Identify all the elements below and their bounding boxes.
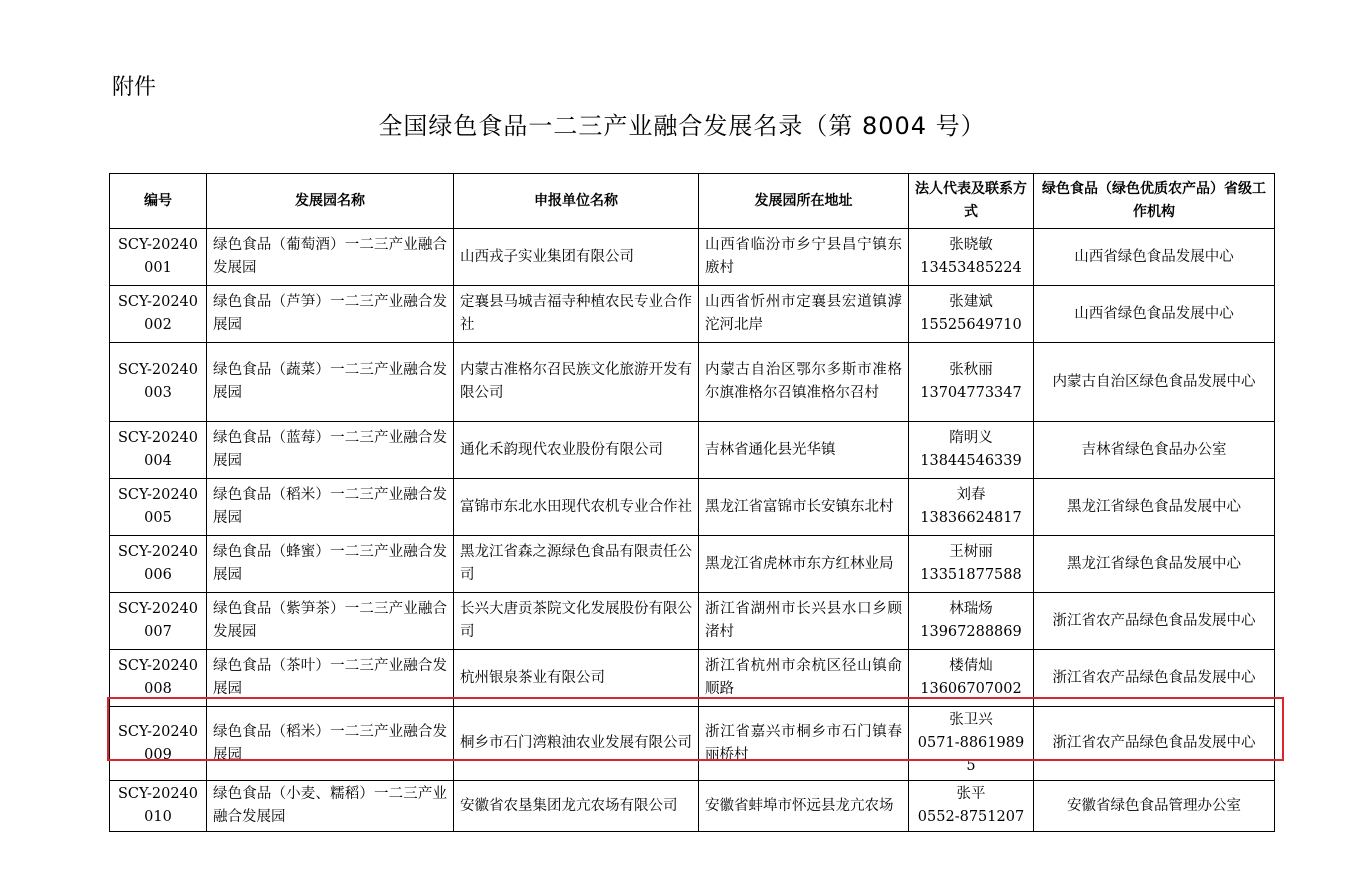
cell-park-name: 绿色食品（葡萄酒）一二三产业融合发展园 — [207, 229, 454, 286]
cell-id: SCY-20240005 — [110, 479, 207, 536]
cell-park-name: 绿色食品（稻米）一二三产业融合发展园 — [207, 479, 454, 536]
cell-agency: 山西省绿色食品发展中心 — [1034, 286, 1275, 343]
rep-name: 张平 — [956, 786, 986, 802]
cell-unit-name: 安徽省农垦集团龙亢农场有限公司 — [454, 781, 699, 832]
cell-id: SCY-20240001 — [110, 229, 207, 286]
rep-phone: 13844546339 — [920, 453, 1022, 469]
cell-agency: 黑龙江省绿色食品发展中心 — [1034, 479, 1275, 536]
column-header-address: 发展园所在地址 — [699, 174, 909, 229]
cell-id: SCY-20240007 — [110, 593, 207, 650]
cell-unit-name: 桐乡市石门湾粮油农业发展有限公司 — [454, 707, 699, 781]
rep-phone: 13606707002 — [920, 681, 1022, 697]
rep-name: 张卫兴 — [949, 712, 993, 728]
cell-unit-name: 黑龙江省森之源绿色食品有限责任公司 — [454, 536, 699, 593]
rep-phone: 13453485224 — [920, 260, 1022, 276]
cell-unit-name: 长兴大唐贡茶院文化发展股份有限公司 — [454, 593, 699, 650]
cell-unit-name: 杭州银泉茶业有限公司 — [454, 650, 699, 707]
column-header-agency: 绿色食品（绿色优质农产品）省级工作机构 — [1034, 174, 1275, 229]
rep-phone: 0571-88619895 — [917, 735, 1025, 774]
rep-phone: 13836624817 — [920, 510, 1022, 526]
cell-representative — [909, 286, 1034, 343]
cell-address: 内蒙古自治区鄂尔多斯市准格尔旗准格尔召镇准格尔召村 — [699, 343, 909, 422]
table-row — [110, 343, 1275, 422]
table-row — [110, 781, 1275, 832]
cell-address: 浙江省湖州市长兴县水口乡顾渚村 — [699, 593, 909, 650]
cell-representative — [909, 343, 1034, 422]
cell-agency: 吉林省绿色食品办公室 — [1034, 422, 1275, 479]
cell-park-name: 绿色食品（稻米）一二三产业融合发展园 — [207, 707, 454, 781]
table-row — [110, 229, 1275, 286]
cell-id: SCY-20240010 — [110, 781, 207, 832]
cell-representative — [909, 650, 1034, 707]
table-row — [110, 707, 1275, 781]
cell-id: SCY-20240008 — [110, 650, 207, 707]
cell-agency: 安徽省绿色食品管理办公室 — [1034, 781, 1275, 832]
cell-unit-name: 通化禾韵现代农业股份有限公司 — [454, 422, 699, 479]
cell-park-name: 绿色食品（蔬菜）一二三产业融合发展园 — [207, 343, 454, 422]
cell-address: 吉林省通化县光华镇 — [699, 422, 909, 479]
roster-table — [109, 173, 1275, 832]
rep-name: 张建斌 — [949, 294, 993, 310]
table-row — [110, 536, 1275, 593]
cell-address: 浙江省杭州市余杭区径山镇俞顺路 — [699, 650, 909, 707]
table-row — [110, 286, 1275, 343]
column-header-id: 编号 — [110, 174, 207, 229]
cell-park-name: 绿色食品（芦笋）一二三产业融合发展园 — [207, 286, 454, 343]
cell-unit-name: 定襄县马城吉福寺种植农民专业合作社 — [454, 286, 699, 343]
cell-id: SCY-20240006 — [110, 536, 207, 593]
attachment-label: 附件 — [112, 75, 157, 100]
cell-agency: 浙江省农产品绿色食品发展中心 — [1034, 650, 1275, 707]
rep-name: 张秋丽 — [949, 362, 993, 378]
rep-name: 张晓敏 — [949, 237, 993, 253]
cell-agency: 黑龙江省绿色食品发展中心 — [1034, 536, 1275, 593]
cell-representative — [909, 593, 1034, 650]
cell-id: SCY-20240002 — [110, 286, 207, 343]
cell-id: SCY-20240004 — [110, 422, 207, 479]
table-row — [110, 593, 1275, 650]
rep-phone: 15525649710 — [920, 317, 1022, 333]
cell-address: 安徽省蚌埠市怀远县龙亢农场 — [699, 781, 909, 832]
table-row — [110, 422, 1275, 479]
rep-name: 隋明义 — [949, 430, 993, 446]
cell-address: 山西省临汾市乡宁县昌宁镇东廒村 — [699, 229, 909, 286]
rep-name: 林瑞炀 — [949, 601, 993, 617]
rep-name: 楼倩灿 — [949, 658, 993, 674]
cell-unit-name: 富锦市东北水田现代农机专业合作社 — [454, 479, 699, 536]
cell-park-name: 绿色食品（小麦、糯稻）一二三产业融合发展园 — [207, 781, 454, 832]
cell-agency: 浙江省农产品绿色食品发展中心 — [1034, 593, 1275, 650]
cell-park-name: 绿色食品（紫笋茶）一二三产业融合发展园 — [207, 593, 454, 650]
cell-address: 山西省忻州市定襄县宏道镇滹沱河北岸 — [699, 286, 909, 343]
rep-phone: 0552-8751207 — [917, 809, 1025, 825]
cell-representative — [909, 229, 1034, 286]
cell-representative — [909, 781, 1034, 832]
rep-name: 王树丽 — [949, 544, 993, 560]
column-header-park: 发展园名称 — [207, 174, 454, 229]
table-row — [110, 479, 1275, 536]
cell-representative — [909, 536, 1034, 593]
cell-unit-name: 山西戎子实业集团有限公司 — [454, 229, 699, 286]
rep-name: 刘春 — [956, 487, 986, 503]
column-header-unit: 申报单位名称 — [454, 174, 699, 229]
document-title: 全国绿色食品一二三产业融合发展名录（第 8004 号） — [378, 112, 986, 140]
table-row — [110, 650, 1275, 707]
cell-id: SCY-20240009 — [110, 707, 207, 781]
cell-representative — [909, 422, 1034, 479]
cell-address: 黑龙江省虎林市东方红林业局 — [699, 536, 909, 593]
cell-address: 浙江省嘉兴市桐乡市石门镇春丽桥村 — [699, 707, 909, 781]
rep-phone: 13351877588 — [920, 567, 1022, 583]
column-header-rep: 法人代表及联系方式 — [909, 174, 1034, 229]
table-header-row — [110, 174, 1275, 229]
cell-address: 黑龙江省富锦市长安镇东北村 — [699, 479, 909, 536]
cell-agency: 山西省绿色食品发展中心 — [1034, 229, 1275, 286]
cell-park-name: 绿色食品（茶叶）一二三产业融合发展园 — [207, 650, 454, 707]
cell-id: SCY-20240003 — [110, 343, 207, 422]
cell-representative — [909, 707, 1034, 781]
rep-phone: 13704773347 — [920, 385, 1022, 401]
rep-phone: 13967288869 — [920, 624, 1022, 640]
cell-agency: 内蒙古自治区绿色食品发展中心 — [1034, 343, 1275, 422]
cell-park-name: 绿色食品（蜂蜜）一二三产业融合发展园 — [207, 536, 454, 593]
cell-representative — [909, 479, 1034, 536]
cell-park-name: 绿色食品（蓝莓）一二三产业融合发展园 — [207, 422, 454, 479]
cell-unit-name: 内蒙古准格尔召民族文化旅游开发有限公司 — [454, 343, 699, 422]
cell-agency: 浙江省农产品绿色食品发展中心 — [1034, 707, 1275, 781]
